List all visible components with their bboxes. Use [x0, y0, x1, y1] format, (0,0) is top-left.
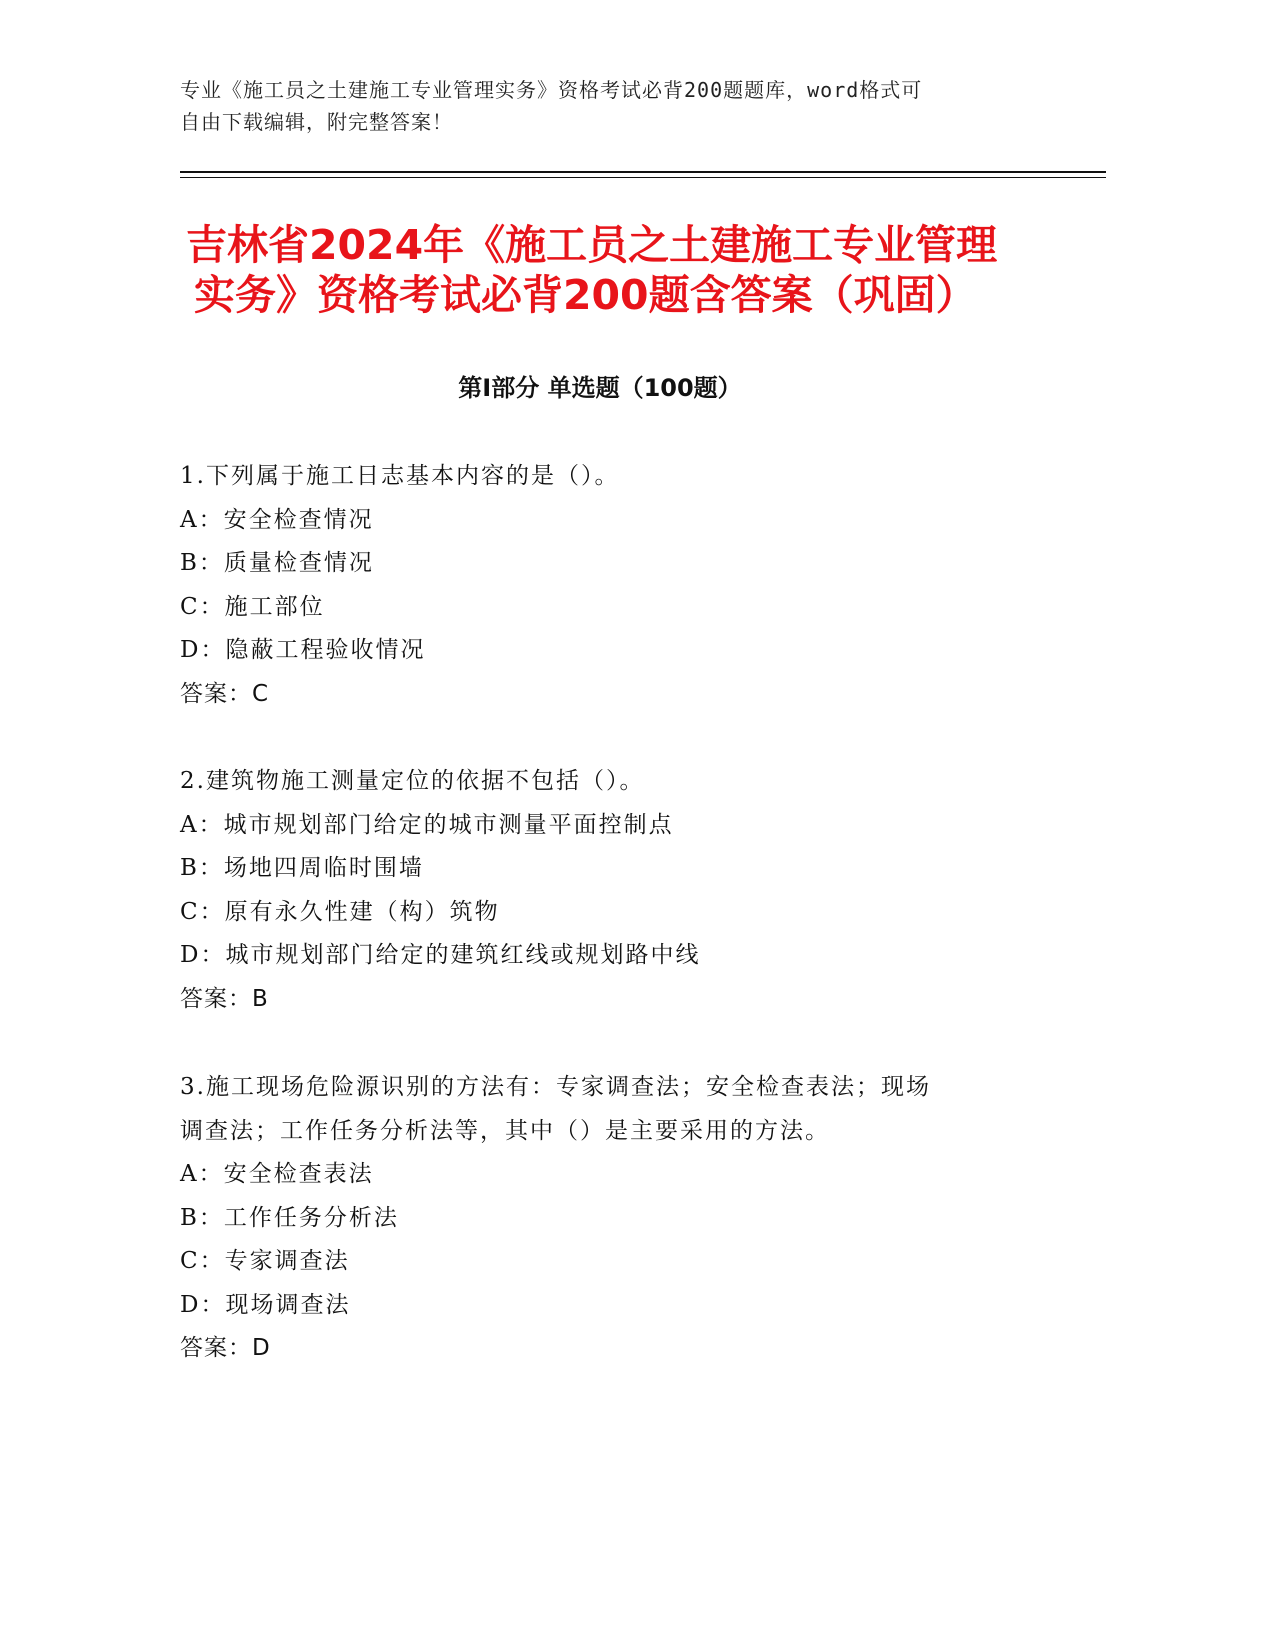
option-b: B：工作任务分析法: [180, 1204, 399, 1231]
option-b: B：场地四周临时围墙: [180, 855, 424, 881]
document-title-line-1: 吉林省2024年《施工员之土建施工专业管理: [186, 221, 998, 269]
option-c: C：专家调查法: [180, 1248, 350, 1274]
option-c: C：原有永久性建（构）筑物: [180, 898, 500, 925]
option-a: A：安全检查情况: [180, 506, 374, 533]
header-divider-thin: [180, 177, 1106, 178]
question-stem: 2.建筑物施工测量定位的依据不包括（）。: [180, 768, 645, 794]
question-stem-line-1: 3.施工现场危险源识别的方法有：专家调查法；安全检查表法；现场: [180, 1074, 931, 1100]
question-2: [180, 760, 1060, 1021]
answer: 答案：B: [180, 985, 269, 1012]
question-3: [180, 1066, 1060, 1371]
document-title: [186, 220, 1086, 320]
header-note-line-2: 自由下载编辑，附完整答案！: [180, 110, 453, 134]
option-d: D：城市规划部门给定的建筑红线或规划路中线: [180, 942, 701, 968]
answer: 答案：C: [180, 680, 270, 707]
option-b: B：质量检查情况: [180, 550, 374, 576]
question-stem-line-2: 调查法；工作任务分析法等，其中（）是主要采用的方法。: [180, 1117, 830, 1144]
section-heading: 第Ⅰ部分 单选题（100题）: [458, 374, 742, 402]
option-a: A：城市规划部门给定的城市测量平面控制点: [180, 811, 674, 838]
header-note-line-1: 专业《施工员之土建施工专业管理实务》资格考试必背200题题库，word格式可: [180, 78, 923, 102]
option-d: D：现场调查法: [180, 1291, 351, 1318]
answer: 答案：D: [180, 1335, 271, 1361]
option-d: D：隐蔽工程验收情况: [180, 637, 426, 663]
document-title-line-2: 实务》资格考试必背200题含答案（巩固）: [194, 271, 977, 319]
question-stem: 1.下列属于施工日志基本内容的是（）。: [180, 463, 620, 489]
header-divider-thick: [180, 171, 1106, 173]
option-c: C：施工部位: [180, 593, 325, 620]
option-a: A：安全检查表法: [180, 1161, 374, 1187]
question-1: [180, 455, 1060, 716]
header-note: [180, 74, 1060, 138]
